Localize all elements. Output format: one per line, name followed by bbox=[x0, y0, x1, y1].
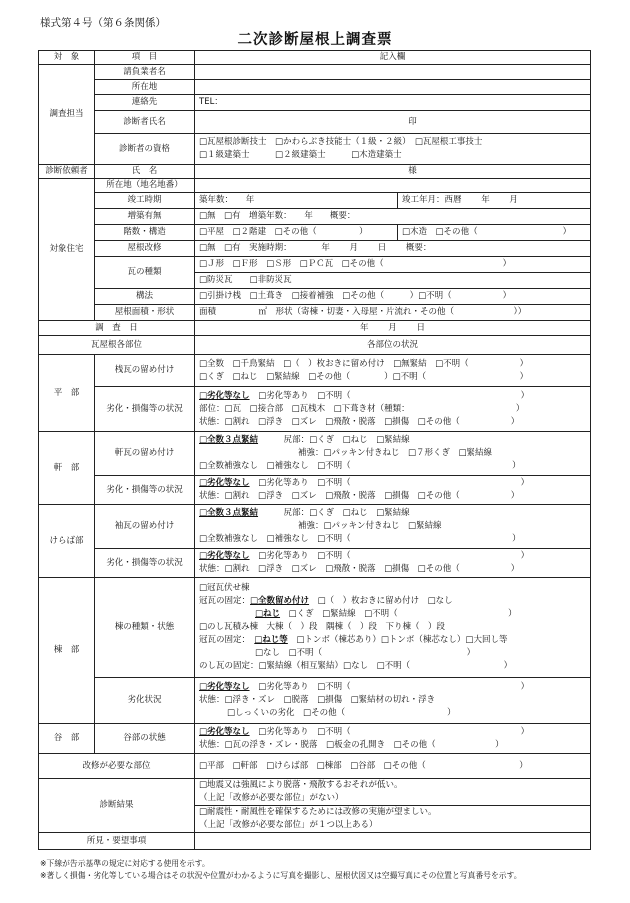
field-floors[interactable]: □平屋 □２階建 □その他（ ） bbox=[195, 225, 398, 241]
flat-fix-line-1[interactable]: □全数 □千鳥緊結 □（ ）枚おきに留め付け □無緊結 □不明（ ） bbox=[199, 358, 529, 369]
eaves-damage-line-1[interactable]: □劣化等あり □不明（ ） bbox=[258, 478, 530, 488]
label-survey-date: 調 査 日 bbox=[39, 321, 195, 336]
honorific: 様 bbox=[408, 166, 417, 176]
ridge-damage-none[interactable]: □劣化等なし bbox=[199, 682, 250, 692]
field-verge-damage[interactable] bbox=[195, 549, 591, 578]
field-result[interactable] bbox=[195, 779, 591, 833]
footnote-1: ※下線が告示基準の規定に対応する使用を示す。 bbox=[40, 859, 210, 868]
result-a-line-1[interactable]: □地震又は強風により脱落・飛散するおそれが低い。 bbox=[199, 780, 403, 790]
ridge-line-2-rest[interactable]: □（ ）枚おきに留め付け □なし bbox=[317, 596, 453, 606]
field-diagnostician[interactable] bbox=[195, 111, 591, 134]
section-house: 対象住宅 bbox=[39, 179, 95, 321]
label-roof-repair: 屋根改修 bbox=[95, 241, 195, 257]
field-valley-status[interactable] bbox=[195, 724, 591, 754]
ridge-damage-line-1[interactable]: □劣化等あり □不明（ ） bbox=[258, 682, 530, 692]
label-eaves-fix: 軒瓦の留め付け bbox=[95, 432, 195, 476]
footnote-2: ※著しく損傷・劣化等している場合はその状況や位置がわかるように写真を撮影し、屋根伏図又は空撮写真にその位置と写真番号を示す。 bbox=[40, 871, 522, 880]
label-qualification: 診断者の資格 bbox=[95, 134, 195, 165]
label-ridge-damage: 劣化状況 bbox=[95, 678, 195, 724]
result-b-line-2: （上記「改修が必要な部位」が１つ以上ある） bbox=[199, 820, 378, 830]
verge-fix-line-1[interactable]: 尻部：□くぎ □ねじ □緊結線 bbox=[283, 508, 410, 518]
label-result: 診断結果 bbox=[39, 779, 195, 833]
section-flat: 平 部 bbox=[39, 355, 95, 432]
field-verge-fix[interactable] bbox=[195, 505, 591, 549]
field-house-address[interactable] bbox=[195, 179, 591, 193]
eaves-fix-line-1[interactable]: 尻部：□くぎ □ねじ □緊結線 bbox=[283, 435, 410, 445]
field-survey-address[interactable] bbox=[195, 80, 591, 95]
field-contractor[interactable] bbox=[195, 65, 591, 80]
field-ridge-type[interactable] bbox=[195, 578, 591, 678]
flat-fix-line-2[interactable]: □くぎ □ねじ □緊結線 □その他（ ）□不明（ ） bbox=[199, 371, 529, 382]
verge-damage-none[interactable]: □劣化等なし bbox=[199, 551, 250, 561]
field-qualification[interactable] bbox=[195, 134, 591, 165]
eaves-fix-line-2[interactable]: 補強：□パッキン付きねじ □７形くぎ □緊結線 bbox=[298, 448, 493, 458]
field-structure[interactable]: □木造 □その他（ ） bbox=[398, 225, 591, 241]
ridge-line-1[interactable]: □冠瓦伏せ棟 bbox=[199, 583, 250, 593]
qualification-line-1[interactable]: □瓦屋根診断技士 □かわらぶき技能士（１級・２級） □瓦屋根工事技士 bbox=[199, 137, 483, 147]
field-flat-fix[interactable] bbox=[195, 355, 591, 387]
ridge-line-5-prefix: 冠瓦の固定： bbox=[199, 635, 246, 645]
label-extension: 増築有無 bbox=[95, 209, 195, 225]
field-eaves-fix[interactable] bbox=[195, 432, 591, 476]
field-ridge-damage[interactable] bbox=[195, 678, 591, 724]
section-requester: 診断依頼者 bbox=[39, 165, 95, 179]
label-flat-fix: 桟瓦の留め付け bbox=[95, 355, 195, 387]
label-house-address: 所在地（地名地番） bbox=[95, 179, 195, 193]
label-roof-parts: 瓦屋根各部位 bbox=[39, 336, 195, 355]
field-roof-repair[interactable]: □無 □有 実施時期： 年 月 日 概要： bbox=[195, 241, 591, 257]
eaves-fix-all[interactable]: □全数３点緊結 bbox=[199, 435, 259, 445]
field-opinion[interactable] bbox=[195, 833, 591, 850]
ridge-line-5-bold[interactable]: □ねじ等 bbox=[254, 635, 288, 645]
verge-damage-line-1[interactable]: □劣化等あり □不明（ ） bbox=[258, 551, 530, 561]
ridge-damage-line-2[interactable]: 状態：□浮き・ズレ □脱落 □損傷 □緊結材の切れ・浮き bbox=[199, 695, 436, 705]
section-valley: 谷 部 bbox=[39, 724, 95, 754]
section-ridge: 棟 部 bbox=[39, 578, 95, 724]
label-contractor: 請負業者名 bbox=[95, 65, 195, 80]
flat-damage-line-1[interactable]: □劣化等あり □不明（ ） bbox=[258, 390, 530, 401]
field-requester-name[interactable] bbox=[195, 165, 591, 179]
field-built-years[interactable]: 築年数： 年 bbox=[195, 193, 398, 209]
ridge-line-2-prefix: 冠瓦の固定： bbox=[199, 596, 251, 606]
col-header-target: 対 象 bbox=[39, 51, 95, 65]
section-verge: けらば部 bbox=[39, 505, 95, 578]
label-floors: 階数・構造 bbox=[95, 225, 195, 241]
label-repair-needed: 改修が必要な部位 bbox=[39, 754, 195, 779]
field-tile-type-1[interactable]: □Ｊ形 □Ｆ形 □Ｓ形 □ＰＣ瓦 □その他（ ） bbox=[195, 257, 591, 273]
ridge-line-5-rest[interactable]: □トンボ（棟芯あり）□トンボ（棟芯なし）□大回し等 bbox=[296, 635, 508, 645]
form-code: 様式第４号（第６条関係） bbox=[40, 17, 166, 29]
field-survey-date[interactable]: 年 月 日 bbox=[195, 321, 591, 336]
valley-none[interactable]: □劣化等なし bbox=[199, 726, 250, 737]
verge-fix-line-3[interactable]: □全数補強なし □補強なし □不明（ ） bbox=[199, 534, 521, 544]
field-extension[interactable]: □無 □有 増築年数： 年 概要： bbox=[195, 209, 591, 225]
field-method[interactable]: □引掛け桟 □土葺き □接着補強 □その他（ ）□不明（ ） bbox=[195, 289, 591, 305]
ridge-line-3-rest[interactable]: □くぎ □緊結線 □不明（ ） bbox=[288, 609, 517, 619]
label-valley-status: 谷部の状態 bbox=[95, 724, 195, 754]
col-header-item: 項 目 bbox=[95, 51, 195, 65]
result-b-line-1[interactable]: □耐震性・耐風性を確保するためには改修の実施が望ましい。 bbox=[199, 807, 437, 817]
label-roof-area: 屋根面積・形状 bbox=[95, 305, 195, 321]
verge-damage-line-2[interactable]: 状態：□割れ □浮き □ズレ □飛散・脱落 □損傷 □その他（ ） bbox=[199, 564, 520, 574]
footnotes bbox=[40, 858, 522, 882]
label-survey-address: 所在地 bbox=[95, 80, 195, 95]
field-eaves-damage[interactable] bbox=[195, 476, 591, 505]
ridge-damage-line-3[interactable]: □しっくいの劣化 □その他（ ） bbox=[227, 708, 456, 718]
ridge-line-4[interactable]: □のし瓦積み棟 大棟（ ）段 隅棟（ ）段 下り棟（ ）段 bbox=[199, 622, 446, 632]
ridge-line-3-bold[interactable]: □ねじ bbox=[255, 609, 281, 619]
label-requester-name: 氏 名 bbox=[95, 165, 195, 179]
form-title: 二次診断屋根上調査票 bbox=[237, 32, 393, 48]
valley-line-1[interactable]: □劣化等あり □不明（ ） bbox=[258, 726, 530, 737]
field-flat-damage[interactable] bbox=[195, 387, 591, 432]
flat-damage-line-2[interactable]: 部位：□瓦 □接合部 □瓦桟木 □下葺き材（種類： ） bbox=[199, 403, 525, 414]
label-verge-damage: 劣化・損傷等の状況 bbox=[95, 549, 195, 578]
section-eaves: 軒 部 bbox=[39, 432, 95, 505]
field-repair-needed[interactable]: □平部 □軒部 □けらば部 □棟部 □谷部 □その他（ ） bbox=[195, 754, 591, 779]
qualification-line-2[interactable]: □１級建築士 □２級建築士 □木造建築士 bbox=[199, 150, 402, 160]
eaves-damage-line-2[interactable]: 状態：□割れ □浮き □ズレ □飛散・脱落 □損傷 □その他（ ） bbox=[199, 491, 520, 501]
label-parts-status: 各部位の状況 bbox=[195, 336, 591, 355]
field-tile-type-2[interactable]: □防災瓦 □非防災瓦 bbox=[195, 273, 591, 289]
label-tile-type: 瓦の種類 bbox=[95, 257, 195, 289]
label-verge-fix: 袖瓦の留め付け bbox=[95, 505, 195, 549]
ridge-line-6[interactable]: □なし □不明（ ） bbox=[255, 648, 476, 658]
verge-fix-all[interactable]: □全数３点緊結 bbox=[199, 508, 259, 518]
result-option-a[interactable] bbox=[195, 779, 590, 806]
label-ridge-type: 棟の種類・状態 bbox=[95, 578, 195, 678]
label-diagnostician: 診断者氏名 bbox=[95, 111, 195, 134]
label-contact: 連絡先 bbox=[95, 95, 195, 111]
verge-fix-line-2[interactable]: 補強：□パッキン付きねじ □緊結線 bbox=[298, 521, 442, 531]
flat-damage-none[interactable]: □劣化等なし bbox=[199, 390, 250, 401]
eaves-damage-none[interactable]: □劣化等なし bbox=[199, 478, 250, 488]
label-built: 竣工時期 bbox=[95, 193, 195, 209]
flat-damage-line-3[interactable]: 状態：□割れ □浮き □ズレ □飛散・脱落 □損傷 □その他（ ） bbox=[199, 416, 520, 427]
field-contact[interactable]: TEL： bbox=[195, 95, 591, 111]
label-flat-damage: 劣化・損傷等の状況 bbox=[95, 387, 195, 432]
col-header-entry: 記入欄 bbox=[195, 51, 591, 65]
ridge-line-2-bold[interactable]: □全数留め付け bbox=[250, 596, 310, 606]
field-roof-area[interactable]: 面積 ㎡ 形状（寄棟・切妻・入母屋・片流れ・その他（ ）） bbox=[195, 305, 591, 321]
ridge-line-7[interactable]: のし瓦の固定：□緊結線（相互緊結）□なし □不明（ ） bbox=[199, 661, 513, 671]
eaves-fix-line-3[interactable]: □全数補強なし □補強なし □不明（ ） bbox=[199, 461, 521, 471]
result-a-line-2: （上記「改修が必要な部位」がない） bbox=[199, 793, 344, 803]
label-method: 構法 bbox=[95, 289, 195, 305]
section-survey: 調査担当 bbox=[39, 65, 95, 165]
seal-mark: 印 bbox=[408, 116, 417, 127]
label-eaves-damage: 劣化・損傷等の状況 bbox=[95, 476, 195, 505]
valley-line-2[interactable]: 状態：□瓦の浮き・ズレ・脱落 □板金の孔開き □その他（ ） bbox=[199, 739, 504, 750]
field-built-date[interactable]: 竣工年月：西暦 年 月 bbox=[398, 193, 591, 209]
survey-form-table bbox=[38, 50, 591, 850]
label-opinion: 所見・要望事項 bbox=[39, 833, 195, 850]
result-option-b[interactable] bbox=[195, 806, 590, 832]
